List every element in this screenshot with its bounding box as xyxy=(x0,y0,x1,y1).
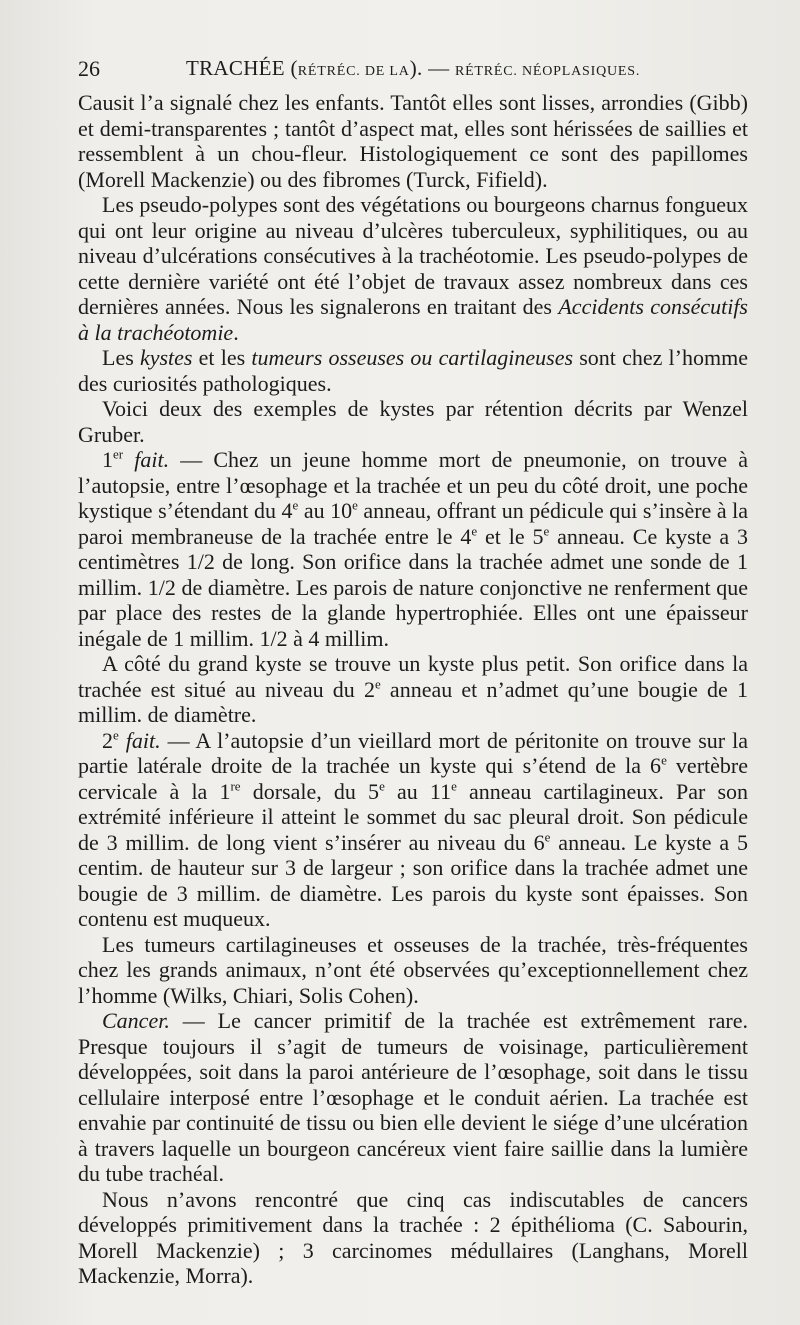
paragraph-cas xyxy=(78,1187,748,1289)
superscript: e xyxy=(451,778,457,794)
running-title-main: TRACHÉE ( xyxy=(186,56,298,80)
paragraph-text: et le 5 xyxy=(477,523,544,549)
paragraph-fait-1 xyxy=(78,447,748,651)
paragraph-text: Nous n’avons rencontré que cinq cas indiscutables de cancers développés primitivement dans la trachée : 2 épithélioma (C. Sabourin, Morell Mackenzie) ; 3 carcinomes médullaires (Langhans, Morell Mackenzie, Morra). xyxy=(78,1186,748,1288)
paragraph-text: — Le cancer primitif de la trachée est extrêmement rare. Presque toujours il s’agit de tumeurs de voisinage, particulièrement développées, soit dans la paroi antérieure de l’œsophage, soit dans le tissu cellulaire interposé entre l’œsophage et le conduit aérien. La trachée est envahie par continuité de tissu ou bien elle devient le siége d’une ulcération à travers laquelle un bourgeon cancéreux vient faire saillie dans la lumière du tube trachéal. xyxy=(78,1008,748,1186)
paragraph-text: anneau. Le kyste a 5 centim. de hauteur sur 3 de largeur ; son orifice dans la trachée admet une bougie de 3 millim. de diamètre. Les parois du kyste sont épaisses. Son contenu est muqueux. xyxy=(78,829,748,931)
superscript: e xyxy=(544,829,551,845)
paragraph-text: sont chez l’homme des curiosités pathologiques. xyxy=(78,345,748,396)
paragraph-text: au 11 xyxy=(384,778,452,804)
italic-reference: Accidents consécutifs à la trachéotomie xyxy=(78,294,748,345)
body-text xyxy=(78,90,748,1289)
superscript: e xyxy=(379,778,385,794)
paragraph-text: — A l’autopsie d’un vieillard mort de péritonite on trouve sur la partie latérale droite de la trachée un kyste qui s’étend de la 6 xyxy=(78,727,748,778)
paragraph-papillomes xyxy=(78,90,748,192)
case-number: 1 xyxy=(102,447,113,472)
paragraph-text: A côté du grand kyste se trouve un kyste plus petit. Son orifice dans la trachée est situé au niveau du 2 xyxy=(78,651,748,702)
paragraph-text: anneau cartilagineux. Par son extrémité inférieure il atteint le sommet du sac pleural droit. Son pédicule de 3 millim. de long vient s’insérer au niveau du 6 xyxy=(78,778,749,855)
paragraph-pseudo-polypes xyxy=(78,192,748,345)
running-title-middle: ). — xyxy=(409,56,455,80)
paragraph-kystes xyxy=(78,345,748,396)
italic-term: kystes xyxy=(139,345,193,370)
paragraph-text: — Chez un jeune homme mort de pneumonie, on trouve à l’autopsie, entre l’œsophage et la trachée et un peu du côté droit, une poche kystique s’étendant du 4 xyxy=(78,447,748,523)
paragraph-text: au 10 xyxy=(298,498,353,523)
page-number: 26 xyxy=(78,56,100,81)
paragraph-text: Les xyxy=(102,345,140,370)
paragraph-text: Les pseudo-polypes sont des végétations ou bourgeons charnus fongueux qui ont leur origine au niveau d’ulcères tuberculeux, syphilitiques, ou au niveau d’ulcérations consécutives à la trachéotomie. Les pseudo-polypes de cette dernière variété ont été l’objet de travaux assez nombreux dans ces dernières années. Nous les signalerons en traitant des xyxy=(78,192,748,319)
paragraph-fait-2 xyxy=(78,728,748,932)
superscript: e xyxy=(374,676,381,692)
case-label: fait. xyxy=(125,727,161,753)
paragraph-exemples xyxy=(78,396,748,447)
superscript: e xyxy=(352,497,358,513)
paragraph-text: Causit l’a signalé chez les enfants. Tantôt elles sont lisses, arrondies (Gibb) et demi-transparentes ; tantôt d’aspect mat, elles sont hérissées de saillies et ressemblent à un chou-fleur. Histologiquement ce sont des papillomes (Morell Mackenzie) ou des fibromes (Turck, Fifield). xyxy=(78,90,748,192)
paragraph-petit-kyste xyxy=(78,651,748,728)
paragraph-text: vertèbre cervicale à la 1 xyxy=(78,753,748,804)
running-title-smallcaps-2: RÉTRÉC. NÉOPLASIQUES. xyxy=(454,64,641,79)
case-number: 2 xyxy=(102,727,113,753)
paragraph-text: anneau. Ce kyste a 3 centimètres 1/2 de long. Son orifice dans la trachée admet une sonde de 1 millim. 1/2 de diamètre. Les parois de nature conjonctive ne renferment que par place des restes de la glande hypertrophiée. Elles ont une épaisseur inégale de 1 millim. 1/2 à 4 millim. xyxy=(78,523,749,651)
paragraph-text: anneau et n’admet qu’une bougie de 1 millim. de diamètre. xyxy=(78,676,748,727)
paragraph-tumeurs xyxy=(78,932,748,1009)
section-label: Cancer. xyxy=(102,1008,170,1033)
superscript: e xyxy=(543,523,550,539)
superscript: er xyxy=(113,446,124,462)
superscript: re xyxy=(230,778,241,794)
paragraph-text: et les xyxy=(192,345,252,370)
superscript: e xyxy=(113,727,119,743)
superscript: e xyxy=(471,523,478,539)
superscript: e xyxy=(661,752,667,768)
paragraph-text: dorsale, du 5 xyxy=(240,778,380,804)
page-header xyxy=(78,56,748,86)
paragraph-text: . xyxy=(233,319,239,345)
superscript: e xyxy=(292,497,299,513)
paragraph-text: Les tumeurs cartilagineuses et osseuses de la trachée, très-fréquentes chez les grands animaux, n’ont été observées qu’exceptionnellement chez l’homme (Wilks, Chiari, Solis Cohen). xyxy=(78,931,748,1008)
paragraph-text: Voici deux des exemples de kystes par rétention décrits par Wenzel Gruber. xyxy=(78,396,748,447)
case-label: fait. xyxy=(134,447,170,472)
italic-term: tumeurs osseuses ou cartilagineuses xyxy=(251,345,574,370)
paragraph-text: anneau, offrant un pédicule qui s’insère à la paroi membraneuse de la trachée entre le 4 xyxy=(78,498,748,549)
running-title xyxy=(186,56,640,81)
running-title-smallcaps-1: RÉTRÉC. DE LA xyxy=(297,64,410,79)
paragraph-cancer xyxy=(78,1008,748,1187)
